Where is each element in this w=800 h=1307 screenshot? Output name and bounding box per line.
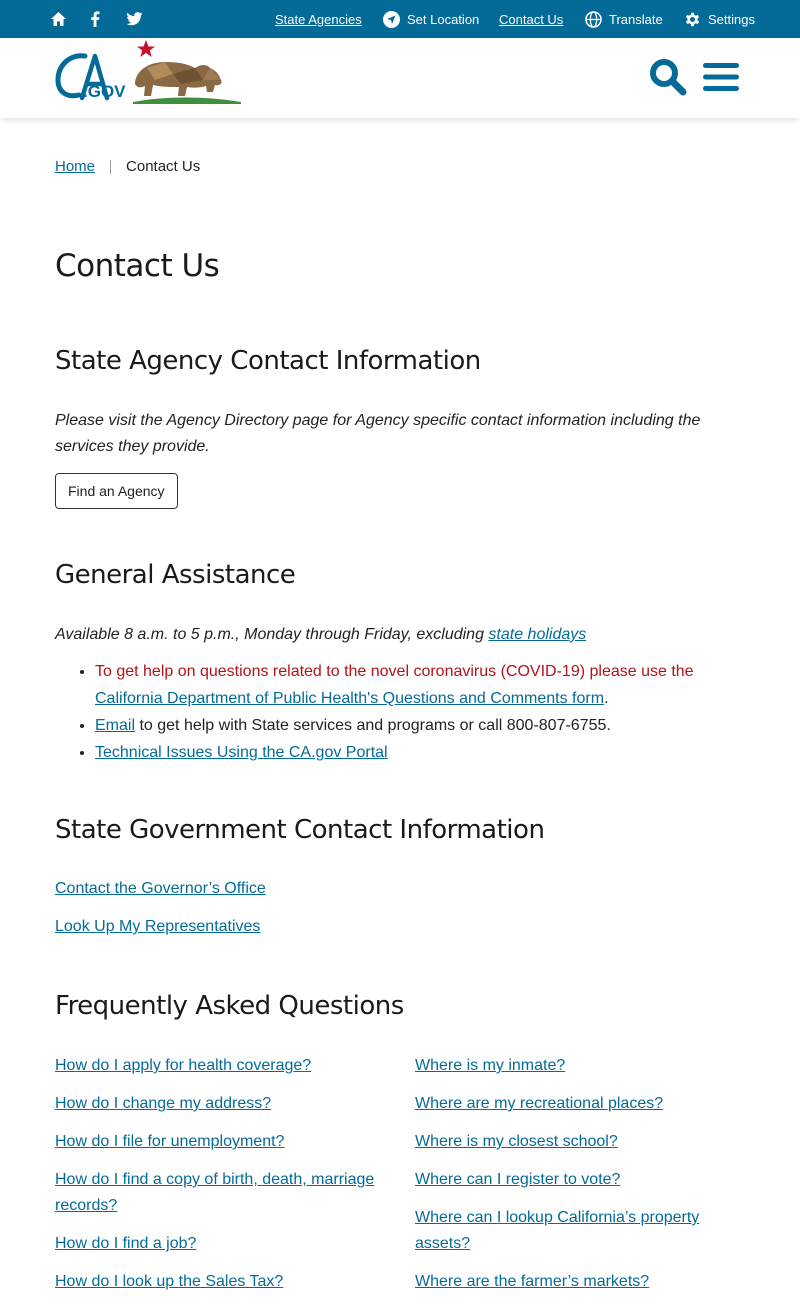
menu-button[interactable]	[702, 60, 740, 97]
email-link[interactable]: Email	[95, 717, 136, 734]
list-item	[95, 658, 755, 712]
availability-prefix: Available 8 a.m. to 5 p.m., Monday through Friday, excluding	[55, 626, 489, 643]
covid-period: .	[604, 690, 609, 707]
contact-us-link[interactable]: Contact Us	[499, 11, 564, 27]
state-holidays-link[interactable]: state holidays	[488, 626, 587, 643]
site-header	[0, 38, 800, 118]
list-item	[95, 712, 755, 739]
faq-link[interactable]: Where is my closest school?	[415, 1133, 618, 1150]
technical-issues-link[interactable]: Technical Issues Using the CA.gov Portal	[95, 744, 388, 761]
cdph-form-link[interactable]: California Department of Public Health's Questions and Comments form	[95, 690, 605, 707]
faq-link[interactable]: How do I look up the Sales Tax?	[55, 1273, 284, 1290]
faq-right-column	[415, 1053, 755, 1307]
hamburger-menu-icon	[702, 60, 740, 94]
translate-link[interactable]	[585, 0, 663, 38]
breadcrumb	[55, 158, 200, 175]
representatives-link[interactable]: Look Up My Representatives	[55, 918, 261, 935]
faq-link[interactable]: Where can I lookup California’s property assets?	[415, 1209, 700, 1252]
globe-icon	[585, 11, 602, 28]
svg-text:.GOV: .GOV	[83, 82, 126, 101]
breadcrumb-separator	[110, 160, 111, 174]
find-agency-button[interactable]: Find an Agency	[55, 473, 178, 509]
breadcrumb-home-link[interactable]: Home	[55, 158, 96, 175]
faq-grid	[55, 1053, 755, 1307]
faq-link[interactable]: Where is my inmate?	[415, 1057, 566, 1074]
faq-link[interactable]: Where are the farmer’s markets?	[415, 1273, 650, 1290]
twitter-icon[interactable]	[126, 0, 143, 38]
availability-text	[55, 622, 586, 648]
faq-link[interactable]: How do I file for unemployment?	[55, 1133, 285, 1150]
utility-bar	[0, 0, 800, 38]
settings-link[interactable]	[684, 0, 755, 38]
faq-heading: Frequently Asked Questions	[55, 991, 404, 1021]
settings-label: Settings	[708, 11, 755, 27]
location-icon	[383, 11, 400, 28]
search-icon	[649, 58, 687, 96]
faq-link[interactable]: How do I change my address?	[55, 1095, 272, 1112]
facebook-icon[interactable]	[90, 0, 100, 38]
email-text: to get help with State services and programs or call 800-807-6755.	[135, 717, 611, 734]
assistance-list	[55, 658, 755, 766]
faq-link[interactable]: How do I apply for health coverage?	[55, 1057, 312, 1074]
agency-heading: State Agency Contact Information	[55, 346, 481, 376]
general-assistance-heading: General Assistance	[55, 560, 296, 590]
governor-office-link[interactable]: Contact the Governor’s Office	[55, 880, 266, 897]
gear-icon	[684, 11, 701, 28]
page-title: Contact Us	[55, 248, 220, 284]
faq-link[interactable]: Where are my recreational places?	[415, 1095, 664, 1112]
home-icon[interactable]	[50, 0, 67, 38]
faq-link[interactable]: How do I find a copy of birth, death, marriage records?	[55, 1171, 375, 1214]
set-location-label: Set Location	[407, 11, 480, 27]
ca-gov-logo[interactable]	[55, 40, 245, 110]
faq-left-column	[55, 1053, 415, 1307]
set-location-link[interactable]	[383, 0, 479, 38]
translate-label: Translate	[609, 11, 663, 27]
faq-link[interactable]: Where can I register to vote?	[415, 1171, 621, 1188]
covid-text: To get help on questions related to the novel coronavirus (COVID-19) please use the	[95, 663, 694, 680]
search-button[interactable]	[648, 58, 688, 96]
faq-link[interactable]: How do I find a job?	[55, 1235, 197, 1252]
list-item	[95, 739, 755, 766]
agency-description: Please visit the Agency Directory page for Agency specific contact information including the services they provide.	[55, 412, 701, 455]
state-agencies-link[interactable]: State Agencies	[275, 11, 362, 27]
breadcrumb-current: Contact Us	[126, 158, 201, 175]
government-heading: State Government Contact Information	[55, 815, 545, 845]
